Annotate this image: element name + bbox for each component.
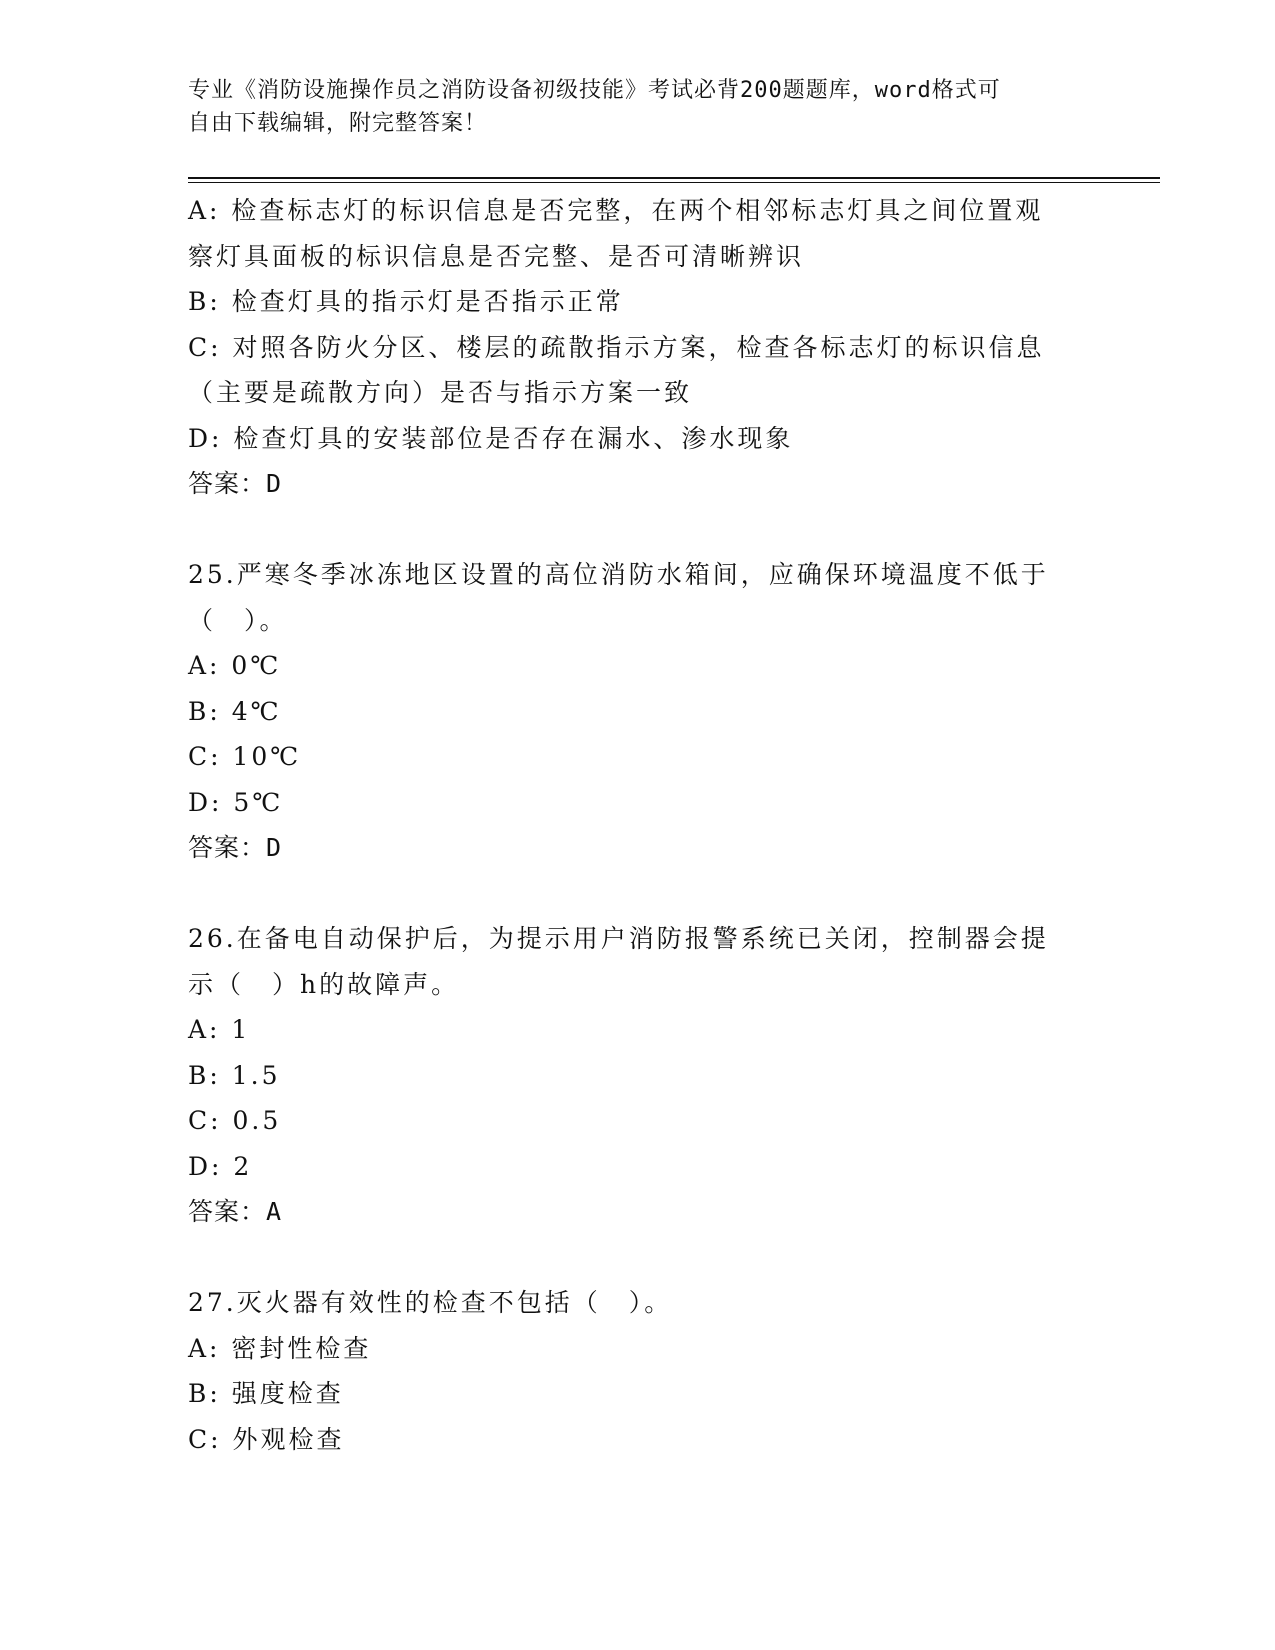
option-c: C: 10℃	[188, 742, 302, 771]
question-27	[188, 1280, 1088, 1462]
header-divider-thick	[188, 177, 1160, 179]
question-stem-line-2: 示（ ）h的故障声。	[188, 969, 460, 999]
header-title-line-1: 专业《消防设施操作员之消防设备初级技能》考试必背200题题库，word格式可	[188, 78, 1001, 103]
option-c-line-1: C: 对照各防火分区、楼层的疏散指示方案，检查各标志灯的标识信息	[188, 332, 1045, 362]
option-a: A: 1	[188, 1015, 251, 1044]
question-stem-line-1: 26.在备电自动保护后，为提示用户消防报警系统已关闭，控制器会提	[188, 924, 1049, 953]
question-stem-line-1: 25.严寒冬季冰冻地区设置的高位消防水箱间，应确保环境温度不低于	[188, 560, 1049, 589]
header-divider-thin	[188, 182, 1160, 183]
option-b: B: 1.5	[188, 1060, 281, 1090]
option-a: A: 密封性检查	[188, 1333, 372, 1363]
spacer	[188, 1235, 1088, 1281]
option-c-line-2: （主要是疏散方向）是否与指示方案一致	[188, 378, 693, 407]
option-d: D: 2	[188, 1151, 253, 1181]
option-c: C: 0.5	[188, 1106, 282, 1135]
option-d: D: 检查灯具的安装部位是否存在漏水、渗水现象	[188, 423, 794, 453]
answer: 答案：D	[188, 833, 283, 862]
option-d: D: 5℃	[188, 787, 284, 817]
option-b: B: 强度检查	[188, 1379, 344, 1408]
option-b: B: 检查灯具的指示灯是否指示正常	[188, 287, 624, 316]
spacer	[188, 871, 1088, 917]
option-c: C: 外观检查	[188, 1424, 345, 1454]
question-25	[188, 552, 1088, 871]
previous-question-options	[188, 188, 1088, 507]
option-b: B: 4℃	[188, 696, 282, 726]
question-stem-line-1: 27.灭火器有效性的检查不包括（ ）。	[188, 1288, 673, 1317]
header-title-line-2: 自由下载编辑，附完整答案！	[188, 111, 488, 136]
answer: 答案：A	[188, 1197, 283, 1226]
option-a-line-1: A: 检查标志灯的标识信息是否完整，在两个相邻标志灯具之间位置观	[188, 196, 1044, 225]
question-26	[188, 916, 1088, 1235]
question-stem-line-2: （ ）。	[188, 605, 288, 635]
option-a: A: 0℃	[188, 651, 282, 680]
document-header	[188, 74, 1088, 140]
answer: 答案：D	[188, 469, 283, 498]
spacer	[188, 507, 1088, 553]
question-content	[188, 188, 1088, 1462]
option-a-line-2: 察灯具面板的标识信息是否完整、是否可清晰辨识	[188, 241, 805, 271]
